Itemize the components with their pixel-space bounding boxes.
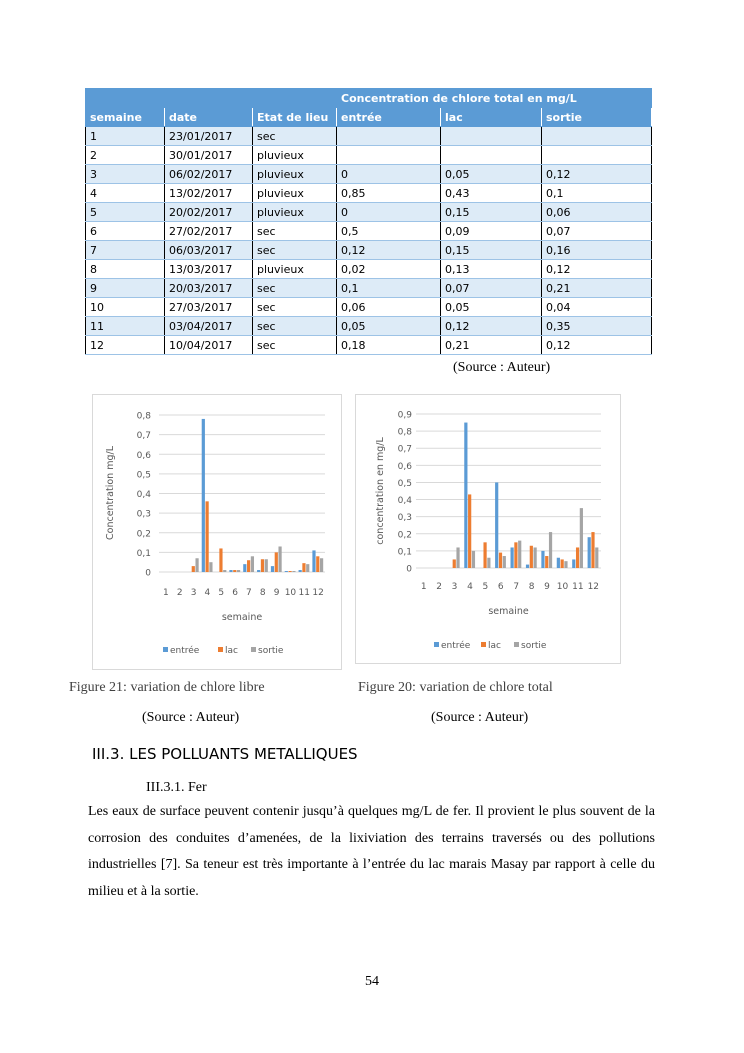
y-tick-label: 0,4 <box>397 496 412 507</box>
table-cell: 0,1 <box>542 184 652 203</box>
bar-sortie <box>595 547 598 568</box>
table-row <box>86 241 652 260</box>
table-row <box>86 222 652 241</box>
table-cell: 10/04/2017 <box>165 336 253 355</box>
bar-entree <box>299 570 302 572</box>
legend-label: sortie <box>258 646 284 656</box>
table-cell: 7 <box>86 241 165 260</box>
y-tick-label: 0,2 <box>397 530 412 541</box>
bar-lac <box>499 553 502 568</box>
table-row <box>86 165 652 184</box>
bar-entree <box>271 566 274 572</box>
table-cell: sec <box>253 298 337 317</box>
x-tick-label: 2 <box>176 588 183 598</box>
legend-label: lac <box>225 646 238 656</box>
table-cell: 0,35 <box>542 317 652 336</box>
bar-sortie <box>503 556 506 568</box>
table-cell: 27/03/2017 <box>165 298 253 317</box>
table-cell: 9 <box>86 279 165 298</box>
table-cell: pluvieux <box>253 260 337 279</box>
table-cell: 0,04 <box>542 298 652 317</box>
figure-source-right: (Source : Auteur) <box>431 710 529 725</box>
x-axis-label: semaine <box>221 612 263 623</box>
figure-source-left: (Source : Auteur) <box>142 710 240 725</box>
y-tick-label: 0,9 <box>397 410 412 421</box>
table-cell: 12 <box>86 336 165 355</box>
x-tick-label: 8 <box>259 588 266 598</box>
table-cell: pluvieux <box>253 165 337 184</box>
table-cell: 5 <box>86 203 165 222</box>
table-cell: 11 <box>86 317 165 336</box>
section-heading: III.3. LES POLLUANTS METALLIQUES <box>92 745 358 763</box>
y-tick-label: 0,6 <box>136 450 151 461</box>
y-tick-label: 0,3 <box>136 509 151 520</box>
table-cell <box>441 146 542 165</box>
bar-lac <box>514 542 517 568</box>
bar-sortie <box>209 562 212 572</box>
chart-chlore-libre-frame <box>92 394 342 670</box>
table-cell: pluvieux <box>253 146 337 165</box>
bar-lac <box>302 563 305 572</box>
table-cell: 20/03/2017 <box>165 279 253 298</box>
table-cell: sec <box>253 279 337 298</box>
table-cell: 3 <box>86 165 165 184</box>
y-tick-label: 0 <box>145 568 151 579</box>
table-cell: sec <box>253 127 337 146</box>
table-row <box>86 203 652 222</box>
table-row <box>86 336 652 355</box>
bar-sortie <box>487 558 490 568</box>
table-cell: 0,12 <box>542 165 652 184</box>
x-tick-label: 12 <box>312 588 324 598</box>
table-cell: 0,09 <box>441 222 542 241</box>
x-tick-label: 4 <box>467 582 473 592</box>
legend-swatch <box>163 647 168 652</box>
table-row <box>86 146 652 165</box>
table-cell <box>441 127 542 146</box>
x-tick-label: 4 <box>204 588 211 598</box>
table-cell <box>337 146 441 165</box>
bar-entree <box>257 570 260 572</box>
bar-entree <box>557 558 560 568</box>
table-cell: 23/01/2017 <box>165 127 253 146</box>
table-cell: 0,12 <box>337 241 441 260</box>
legend-label: sortie <box>521 641 547 651</box>
bar-sortie <box>251 556 254 572</box>
y-tick-label: 0,7 <box>136 431 151 442</box>
bar-entree <box>526 565 529 568</box>
table-cell: 1 <box>86 127 165 146</box>
bar-lac <box>206 501 209 572</box>
legend-swatch <box>218 647 223 652</box>
bar-entree <box>588 537 591 568</box>
bar-entree <box>312 550 315 572</box>
figure-caption-right: Figure 20: variation de chlore total <box>358 680 553 695</box>
table-cell: 0,06 <box>542 203 652 222</box>
bar-entree <box>243 564 246 572</box>
bar-lac <box>561 559 564 568</box>
bar-entree <box>202 419 205 572</box>
col-header-date: date <box>165 108 253 127</box>
x-tick-label: 1 <box>420 582 427 592</box>
table-cell: 03/04/2017 <box>165 317 253 336</box>
bar-entree <box>495 482 498 568</box>
legend-label: entrée <box>170 646 200 656</box>
x-tick-label: 1 <box>163 588 169 598</box>
bar-entree <box>464 423 467 568</box>
table-cell: 0 <box>337 165 441 184</box>
bar-sortie <box>292 571 295 572</box>
bar-sortie <box>306 564 309 572</box>
table-row <box>86 127 652 146</box>
table-cell: pluvieux <box>253 184 337 203</box>
figure-caption-left: Figure 21: variation de chlore libre <box>69 680 265 695</box>
y-tick-label: 0,8 <box>136 411 151 422</box>
table-cell: 6 <box>86 222 165 241</box>
table-cell: 0,07 <box>542 222 652 241</box>
table-cell: 06/02/2017 <box>165 165 253 184</box>
table-cell: 0,06 <box>337 298 441 317</box>
bar-lac <box>192 566 195 572</box>
y-tick-label: 0,5 <box>136 470 151 481</box>
col-header-sortie: sortie <box>542 108 652 127</box>
table-cell: 0 <box>337 203 441 222</box>
table-cell: 0,12 <box>441 317 542 336</box>
table-cell: 0,21 <box>441 336 542 355</box>
bar-lac <box>545 556 548 568</box>
col-header-entree: entrée <box>337 108 441 127</box>
bar-lac <box>233 570 236 572</box>
table-cell: 0,18 <box>337 336 441 355</box>
table-cell: 0,13 <box>441 260 542 279</box>
col-header-semaine: semaine <box>86 108 165 127</box>
y-tick-label: 0,2 <box>136 529 151 540</box>
table-cell: 0,1 <box>337 279 441 298</box>
table-row <box>86 279 652 298</box>
table-cell: 0,85 <box>337 184 441 203</box>
bar-entree <box>541 551 544 568</box>
legend-swatch <box>481 642 486 647</box>
legend-swatch <box>251 647 256 652</box>
bar-sortie <box>195 558 198 572</box>
table-cell: sec <box>253 317 337 336</box>
table-cell: 20/02/2017 <box>165 203 253 222</box>
table-cell: sec <box>253 241 337 260</box>
table-cell: 0,12 <box>542 260 652 279</box>
table-cell: 0,07 <box>441 279 542 298</box>
y-tick-label: 0,6 <box>397 461 412 472</box>
x-tick-label: 2 <box>436 582 442 592</box>
bar-sortie <box>223 570 226 572</box>
legend-swatch <box>514 642 519 647</box>
bar-entree <box>572 559 575 568</box>
chlore-table <box>85 88 652 355</box>
y-tick-label: 0,1 <box>397 547 412 558</box>
bar-lac <box>275 552 278 572</box>
x-tick-label: 5 <box>218 588 225 598</box>
table-group-header: Concentration de chlore total en mg/L <box>337 89 652 108</box>
x-tick-label: 9 <box>273 588 280 598</box>
bar-lac <box>453 559 456 568</box>
table-cell: 27/02/2017 <box>165 222 253 241</box>
bar-sortie <box>534 547 537 568</box>
bar-sortie <box>265 559 268 572</box>
table-row <box>86 298 652 317</box>
bar-sortie <box>580 508 583 568</box>
y-tick-label: 0,8 <box>397 427 412 438</box>
y-tick-label: 0 <box>406 564 412 575</box>
legend-label: lac <box>488 641 501 651</box>
col-header-lac: lac <box>441 108 542 127</box>
page-number: 54 <box>365 974 379 989</box>
x-tick-label: 10 <box>556 582 569 592</box>
bar-sortie <box>518 541 521 568</box>
bar-lac <box>219 548 222 572</box>
table-cell: sec <box>253 336 337 355</box>
table-cell: pluvieux <box>253 203 337 222</box>
col-header-etat: Etat de lieu <box>253 108 337 127</box>
bar-lac <box>530 546 533 568</box>
table-cell: 10 <box>86 298 165 317</box>
x-tick-label: 7 <box>513 582 520 592</box>
table-cell: 8 <box>86 260 165 279</box>
x-tick-label: 8 <box>528 582 535 592</box>
table-cell: 13/02/2017 <box>165 184 253 203</box>
table-cell: 0,05 <box>441 165 542 184</box>
x-tick-label: 5 <box>482 582 489 592</box>
bar-sortie <box>564 561 567 568</box>
table-cell: 0,21 <box>542 279 652 298</box>
x-axis-label: semaine <box>488 606 529 617</box>
x-tick-label: 11 <box>298 588 310 598</box>
subsection-heading: III.3.1. Fer <box>146 780 207 795</box>
table-header-blank <box>86 89 337 108</box>
bar-sortie <box>278 546 281 572</box>
bar-entree <box>229 570 232 572</box>
table-cell: 2 <box>86 146 165 165</box>
chart-chlore-total <box>356 395 620 663</box>
legend-label: entrée <box>441 641 471 651</box>
x-tick-label: 11 <box>572 582 584 592</box>
bar-lac <box>289 571 292 572</box>
table-cell <box>542 146 652 165</box>
y-axis-label: Concentration mg/L <box>105 445 116 541</box>
table-body <box>86 127 652 355</box>
y-tick-label: 0,3 <box>397 513 412 524</box>
chart-chlore-total-frame <box>355 394 621 664</box>
x-tick-label: 6 <box>232 588 238 598</box>
table-cell: 0,15 <box>441 203 542 222</box>
bar-lac <box>261 559 264 572</box>
table-cell: 0,15 <box>441 241 542 260</box>
y-axis-label: concentration en mg/L <box>375 437 386 545</box>
x-tick-label: 6 <box>497 582 504 592</box>
bar-sortie <box>472 551 475 568</box>
table-cell: 0,05 <box>337 317 441 336</box>
y-tick-label: 0,1 <box>136 548 151 559</box>
x-tick-label: 12 <box>587 582 600 592</box>
y-tick-label: 0,4 <box>136 490 151 500</box>
table-cell: 30/01/2017 <box>165 146 253 165</box>
bar-sortie <box>320 558 323 572</box>
table-row <box>86 260 652 279</box>
bar-entree <box>285 571 288 572</box>
legend-swatch <box>434 642 439 647</box>
bar-entree <box>511 547 514 568</box>
table-source: (Source : Auteur) <box>453 360 551 375</box>
body-paragraph: Les eaux de surface peuvent contenir jusqu’à quelques mg/L de fer. Il provient le plus souvent de la corrosion des conduites d’amenées, de la lixiviation des terrains traversés ou des pollutions industrielles [7]. Sa teneur est très importante à l’entrée du lac marais Masay par rapport à celle du milieu et à la sortie. <box>88 804 655 899</box>
table-cell: 0,05 <box>441 298 542 317</box>
table-cell: 13/03/2017 <box>165 260 253 279</box>
bar-lac <box>591 532 594 568</box>
x-tick-label: 9 <box>544 582 550 592</box>
x-tick-label: 3 <box>451 582 458 592</box>
table-row <box>86 184 652 203</box>
table-row <box>86 317 652 336</box>
bar-sortie <box>549 532 552 568</box>
table-cell: 0,12 <box>542 336 652 355</box>
table-cell: 0,43 <box>441 184 542 203</box>
bar-lac <box>247 560 250 572</box>
bar-lac <box>468 494 471 568</box>
table-cell: 4 <box>86 184 165 203</box>
y-tick-label: 0,5 <box>397 478 412 489</box>
y-tick-label: 0,7 <box>397 444 412 455</box>
bar-lac <box>316 556 319 572</box>
table-cell: 0,02 <box>337 260 441 279</box>
bar-lac <box>483 542 486 568</box>
x-tick-label: 10 <box>284 588 297 598</box>
x-tick-label: 7 <box>246 588 252 598</box>
table-cell: 0,5 <box>337 222 441 241</box>
table-cell <box>542 127 652 146</box>
table-cell: 06/03/2017 <box>165 241 253 260</box>
x-tick-label: 3 <box>190 588 197 598</box>
bar-sortie <box>237 570 240 572</box>
bar-sortie <box>456 547 459 568</box>
bar-lac <box>576 547 579 568</box>
table-cell: sec <box>253 222 337 241</box>
table-cell <box>337 127 441 146</box>
chart-chlore-libre <box>93 395 341 669</box>
table-cell: 0,16 <box>542 241 652 260</box>
